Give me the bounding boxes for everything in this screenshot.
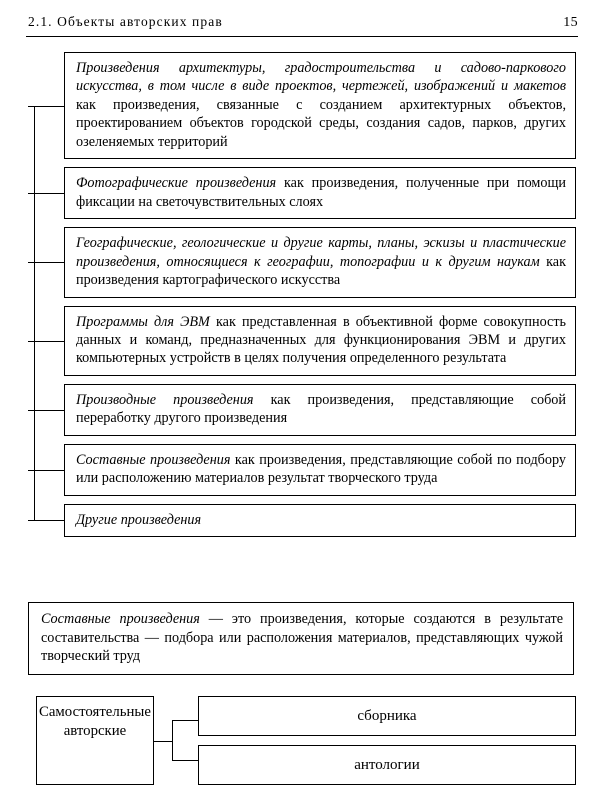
branch-box: антологии — [198, 745, 576, 785]
note-lead-text: Составные произведения — [41, 611, 200, 627]
header-rule — [26, 36, 578, 37]
connector-line — [28, 227, 64, 297]
connector-line — [28, 306, 64, 376]
diagram-row — [28, 504, 576, 537]
box-lead-text: Производные произведения — [76, 391, 254, 408]
connector-line — [28, 384, 64, 436]
bottom-left-label: Самостоятельные авторские — [36, 696, 154, 785]
box-lead-text: Составные произведения — [76, 451, 231, 468]
diagram-box — [64, 504, 576, 537]
box-lead-text: Программы для ЭВМ — [76, 313, 210, 330]
box-lead-text: Фотографические произведения — [76, 175, 277, 192]
bottom-branches — [154, 696, 576, 785]
box-lead-text: Произведения архитектуры, градостроительства и садово-паркового искусства, в том числе в виде проектов, чертежей, изображений и макетов — [76, 60, 566, 95]
branch-line-stem — [154, 741, 173, 742]
branch-connector — [154, 696, 198, 785]
branch-line-top — [172, 720, 198, 721]
note-tail-text: — это произведения, которые создаются в результате составительства — подбора или расположения материалов, представляющих чужой творческий труд — [41, 611, 563, 665]
branch-line-bottom — [172, 760, 198, 761]
connector-line — [28, 167, 64, 219]
page-number: 15 — [563, 15, 578, 30]
box-tail-text: как произведения картографического искусства — [76, 253, 566, 289]
diagram-box — [64, 384, 576, 436]
diagram-row — [28, 167, 576, 219]
diagram-row — [28, 384, 576, 436]
diagram-list — [28, 52, 576, 545]
page-header — [28, 14, 578, 36]
diagram-row — [28, 52, 576, 159]
box-tail-text: как произведения, связанные с созданием архитектурных объектов, проектированием объектов городской среды, создания садов, парков, других озеленяемых территорий — [76, 96, 566, 150]
diagram-row — [28, 227, 576, 297]
box-lead-text: Другие произведения — [76, 511, 202, 528]
box-tail-text: как представленная в объективной форме совокупность данных и команд, предназначенных для функционирования ЭВМ и других компьютерных устройств в целях получения определенного результата — [76, 313, 566, 367]
diagram-row — [28, 306, 576, 376]
diagram-box — [64, 444, 576, 496]
diagram-box — [64, 306, 576, 376]
box-lead-text: Географические, геологические и другие карты, планы, эскизы и пластические произведения, относящиеся к географии, топографии и к другим наукам — [76, 235, 566, 270]
connector-line — [28, 444, 64, 496]
bottom-structure — [36, 696, 576, 785]
connector-line — [28, 504, 64, 537]
box-tail-text: как произведения, полученные при помощи фиксации на светочувствительных слоях — [76, 175, 567, 210]
connector-line — [28, 52, 64, 159]
box-tail-text: как произведения, представляющие собой переработку другого произведения — [76, 391, 566, 427]
header-title: 2.1. Объекты авторских прав — [28, 14, 223, 29]
diagram-box — [64, 52, 576, 159]
branch-box: сборника — [198, 696, 576, 736]
note-box — [28, 602, 574, 675]
diagram-row — [28, 444, 576, 496]
box-tail-text: как произведения, представляющие собой по подбору или расположению материалов результат творческого труда — [76, 451, 566, 487]
diagram-box — [64, 167, 576, 219]
diagram-box — [64, 227, 576, 297]
